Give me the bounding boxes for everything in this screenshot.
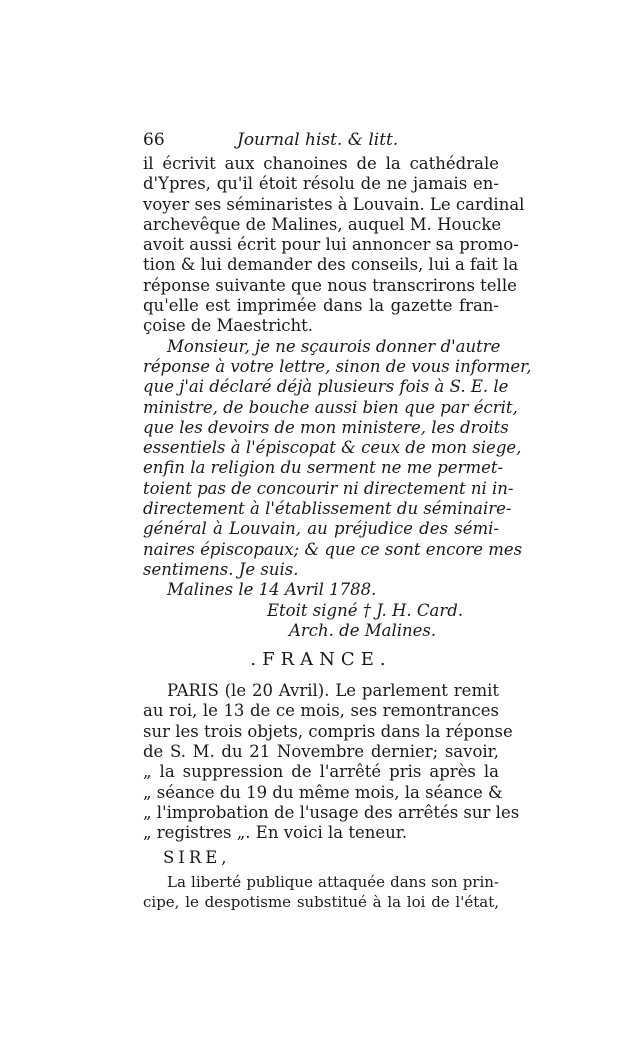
text-line: de S. M. du 21 Novembre dernier; savoir, (143, 742, 499, 762)
text-line: archevêque de Malines, auquel M. Houcke (143, 214, 502, 234)
text-line: avoit aussi écrit pour lui annoncer sa promo- (143, 235, 519, 255)
running-head: Journal hist. & litt. (237, 130, 399, 150)
text-line: au roi, le 13 de ce mois, ses remontrances (143, 701, 499, 721)
signature-place-date: Malines le 14 Avril 1788. (167, 580, 377, 600)
text-line: voyer ses séminaristes à Louvain. Le cardinal (143, 194, 525, 214)
text-line: général à Louvain, au préjudice des sémi- (143, 519, 499, 539)
text-line: sur les trois objets, compris dans la réponse (143, 721, 513, 741)
text-line: „ registres „. En voici la teneur. (143, 823, 408, 843)
section-heading-france: .FRANCE. (250, 649, 392, 671)
text-line: „ séance du 19 du même mois, la séance & (143, 782, 503, 802)
text-line: d'Ypres, qu'il étoit résolu de ne jamais en- (143, 174, 499, 194)
text-line: sentimens. Je suis. (143, 559, 299, 579)
text-line: toient pas de concourir ni directement ni in- (143, 478, 514, 498)
text-line: cipe, le despotisme substitué à la loi de l'état, (143, 893, 499, 912)
signature-block (143, 580, 499, 641)
paragraph-liberte (143, 872, 499, 913)
text-line: qu'elle est imprimée dans la gazette fran- (143, 296, 499, 316)
text-line: essentiels à l'épiscopat & ceux de mon siege, (143, 438, 522, 458)
text-line: çoise de Maestricht. (143, 316, 314, 336)
signature-title: Arch. de Malines. (289, 620, 437, 640)
signature-signed: Etoit signé † J. H. Card. (267, 600, 464, 620)
paragraph-paris (143, 681, 520, 843)
text-line: naires épiscopaux; & que ce sont encore mes (143, 539, 523, 559)
page-number: 66 (143, 130, 165, 150)
text-line: PARIS (le 20 Avril). Le parlement remit (167, 681, 499, 701)
text-line: ministre, de bouche aussi bien que par écrit, (143, 397, 518, 417)
letter-quote (143, 336, 532, 581)
text-line: tion & lui demander des conseils, lui a fait la (143, 255, 519, 275)
page-header (143, 126, 499, 154)
book-page (143, 126, 532, 912)
paragraph-ypres (143, 154, 525, 337)
salutation-sire: SIRE, (163, 847, 231, 867)
text-line: que les devoirs de mon ministere, les droits (143, 417, 509, 437)
text-line: réponse suivante que nous transcrirons telle (143, 275, 517, 295)
text-line: directement à l'établissement du séminaire- (143, 499, 512, 519)
text-line: que j'ai déclaré déjà plusieurs fois à S. E. le (143, 377, 509, 397)
text-line: réponse à votre lettre, sinon de vous informer, (143, 356, 532, 376)
text-line: „ l'improbation de l'usage des arrêtés sur les (143, 802, 520, 822)
text-line: enfin la religion du serment ne me permet- (143, 458, 504, 478)
text-line: il écrivit aux chanoines de la cathédrale (143, 154, 499, 173)
text-line: Monsieur, je ne sçaurois donner d'autre (167, 336, 501, 356)
text-line: La liberté publique attaquée dans son prin- (167, 872, 499, 891)
text-line: „ la suppression de l'arrêté pris après la (143, 762, 499, 782)
